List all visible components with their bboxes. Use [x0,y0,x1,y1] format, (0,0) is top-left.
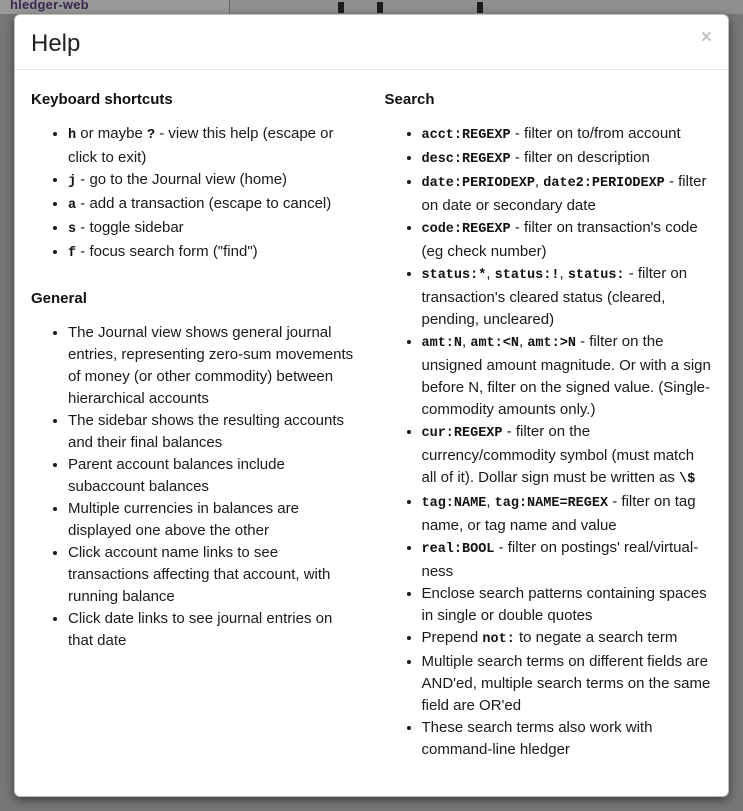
background-heading-fragment [477,2,483,13]
list-item: • date:PERIODEXP, date2:PERIODEXP - filter on date or secondary date [422,171,713,217]
list-item: • amt:N, amt:<N, amt:>N - filter on the unsigned amount magnitude. Or with a sign before N, filter on the signed value. (Single-commodity amounts only.) [422,331,713,421]
code-term: s [68,222,77,237]
list-item: • The sidebar shows the resulting accounts and their final balances [68,410,359,454]
list-item: • tag:NAME, tag:NAME=REGEX - filter on tag name, or tag name and value [422,491,713,537]
help-list [31,322,359,652]
code-term: acct:REGEXP [421,128,511,143]
code-term: cur:REGEXP [421,426,503,441]
list-item: • Multiple currencies in balances are displayed one above the other [68,498,359,542]
code-term: status: [567,268,625,283]
list-item: • s - toggle sidebar [68,217,359,241]
page-backdrop [0,0,743,14]
help-modal [14,14,729,797]
help-list [385,123,713,761]
modal-title: Help [31,30,81,57]
code-term: not: [482,632,515,647]
list-item: • a - add a transaction (escape to cancel) [68,193,359,217]
list-item: • acct:REGEXP - filter on to/from account [422,123,713,147]
code-term: status:* [421,268,487,283]
help-list [31,123,359,265]
background-heading-fragment [377,2,383,13]
background-sidebar [0,0,230,14]
list-item: • j - go to the Journal view (home) [68,169,359,193]
section-heading: Keyboard shortcuts [31,91,173,108]
list-item: • Prepend not: to negate a search term [422,627,713,651]
list-item: • real:BOOL - filter on postings' real/virtual-ness [422,537,713,583]
help-column-left [31,90,359,761]
section-heading: General [31,290,87,307]
code-term: code:REGEXP [421,222,511,237]
code-term: h [68,128,77,143]
list-item: • cur:REGEXP - filter on the currency/commodity symbol (must match all of it). Dollar sign must be written as \$ [422,421,713,491]
list-item: • desc:REGEXP - filter on description [422,147,713,171]
list-item: • h or maybe ? - view this help (escape or click to exit) [68,123,359,169]
code-term: a [68,198,77,213]
list-item: • Enclose search patterns containing spaces in single or double quotes [422,583,713,627]
list-item: • Parent account balances include subaccount balances [68,454,359,498]
background-heading-fragment [338,2,344,13]
modal-body [15,70,728,781]
code-term: date2:PERIODEXP [543,176,665,191]
close-icon[interactable]: × [700,27,712,48]
code-term: status:! [494,268,560,283]
code-term: j [68,174,77,189]
list-item: • The Journal view shows general journal entries, representing zero-sum movements of money (or other commodity) between hierarchical accounts [68,322,359,410]
list-item: • f - focus search form ("find") [68,241,359,265]
code-term: amt:<N [470,336,519,351]
code-term: \$ [679,472,696,487]
modal-header [15,15,728,70]
code-term: date:PERIODEXP [421,176,535,191]
list-item: • Click account name links to see transactions affecting that account, with running balance [68,542,359,608]
list-item: • Click date links to see journal entries on that date [68,608,359,652]
code-term: real:BOOL [421,542,495,557]
hledger-web-brand-link[interactable]: hledger-web [10,0,89,12]
code-term: tag:NAME [421,496,487,511]
list-item: • These search terms also work with command-line hledger [422,717,713,761]
section-heading: Search [384,91,435,108]
code-term: amt:>N [527,336,576,351]
help-column-right [385,90,713,761]
code-term: tag:NAME=REGEX [494,496,609,511]
code-term: desc:REGEXP [421,152,511,167]
list-item: • status:*, status:!, status: - filter on transaction's cleared status (cleared, pending, uncleared) [422,263,713,331]
list-item: • Multiple search terms on different fields are AND'ed, multiple search terms on the same field are OR'ed [422,651,713,717]
code-term: amt:N [421,336,463,351]
code-term: f [68,246,77,261]
code-term: ? [146,128,156,143]
list-item: • code:REGEXP - filter on transaction's code (eg check number) [422,217,713,263]
